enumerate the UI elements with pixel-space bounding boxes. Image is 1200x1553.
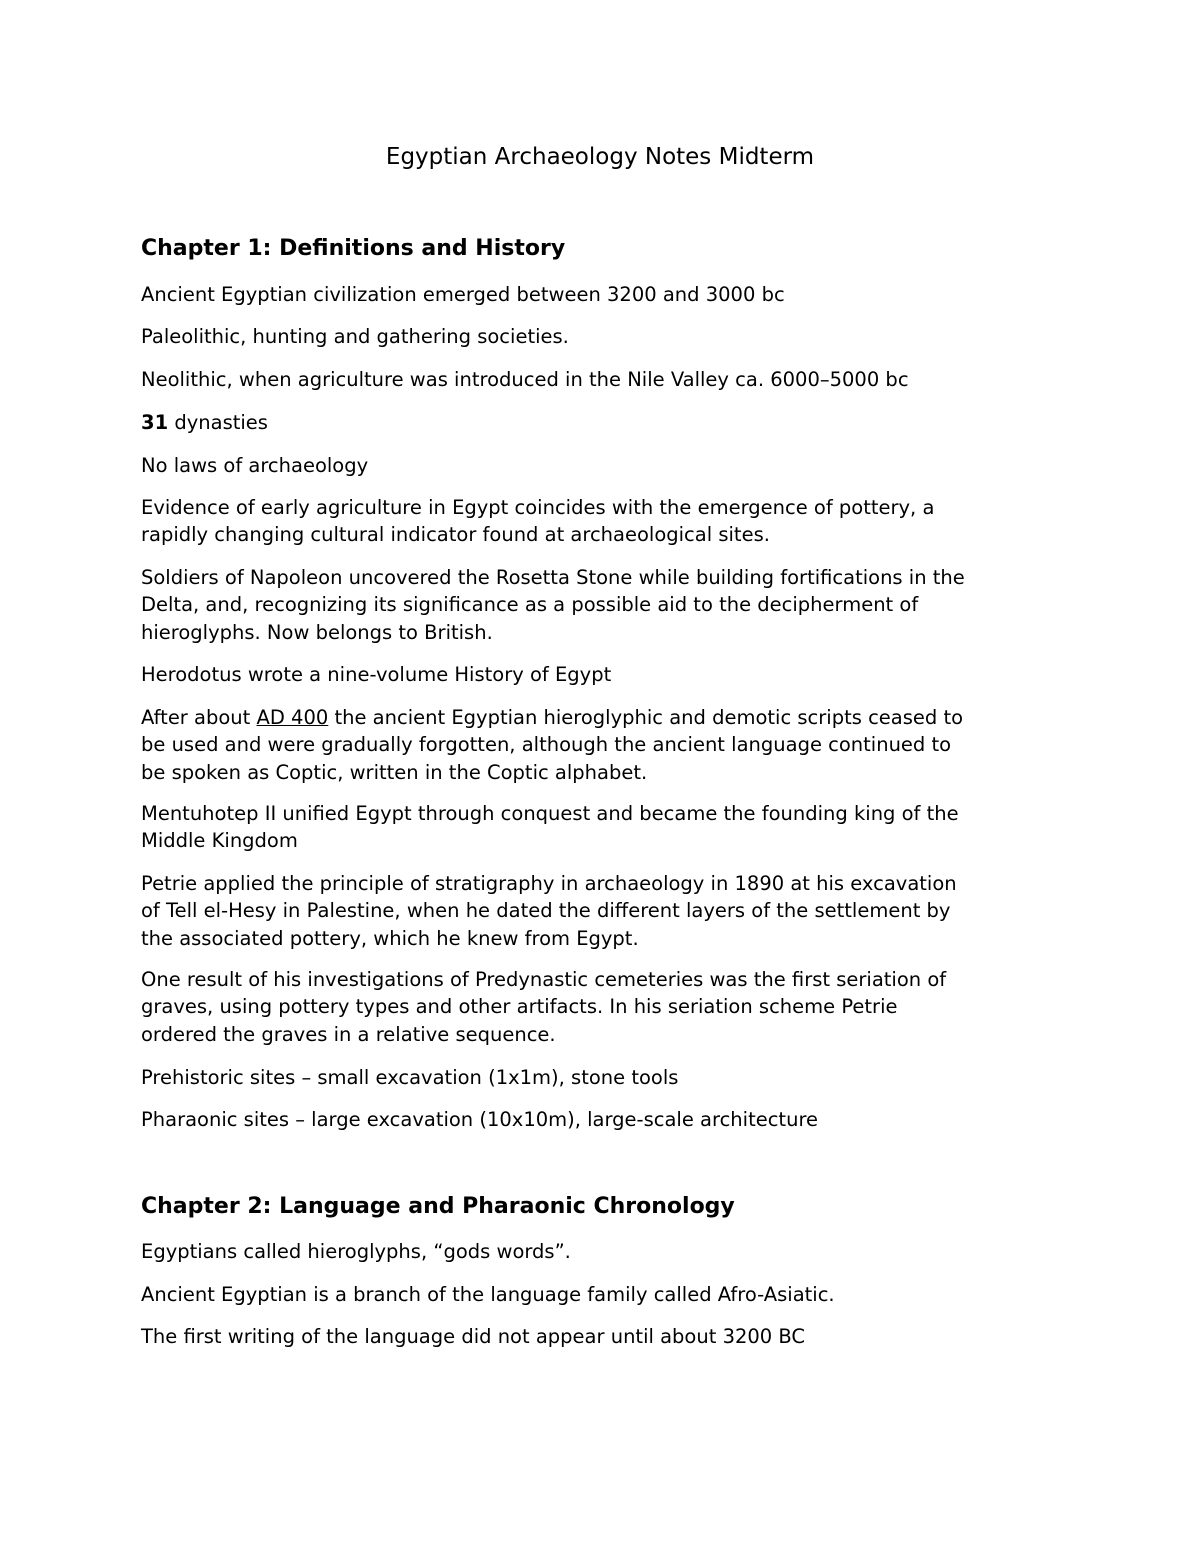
paragraph — [141, 704, 1071, 786]
text-span: the ancient Egyptian hieroglyphic and demotic scripts ceased to — [328, 706, 964, 729]
paragraph-line: Mentuhotep II unified Egypt through conquest and became the founding king of the — [141, 802, 959, 825]
paragraph — [141, 661, 1071, 688]
paragraph — [141, 366, 1071, 393]
paragraph-line: Petrie applied the principle of stratigraphy in archaeology in 1890 at his excavation — [141, 872, 957, 895]
paragraph — [141, 323, 1071, 350]
paragraph-line: Ancient Egyptian is a branch of the language family called Afro-Asiatic. — [141, 1283, 835, 1306]
paragraph-line: Ancient Egyptian civilization emerged between 3200 and 3000 bc — [141, 283, 785, 306]
paragraph-line: Herodotus wrote a nine-volume History of Egypt — [141, 663, 612, 686]
paragraph-line: hieroglyphs. Now belongs to British. — [141, 620, 493, 644]
paragraph-line: No laws of archaeology — [141, 454, 369, 477]
paragraph-line: One result of his investigations of Predynastic cemeteries was the first seriation of — [141, 968, 947, 991]
paragraph-line: Pharaonic sites – large excavation (10x10m), large-scale architecture — [141, 1108, 819, 1131]
paragraph-line: of Tell el-Hesy in Palestine, when he dated the different layers of the settlement by — [141, 899, 951, 923]
paragraph-line: Prehistoric sites – small excavation (1x1m), stone tools — [141, 1066, 679, 1089]
paragraph — [141, 1064, 1071, 1091]
ad-400-link[interactable]: AD 400 — [256, 706, 329, 729]
paragraph-line: Neolithic, when agriculture was introduced in the Nile Valley ca. 6000–5000 bc — [141, 368, 909, 391]
paragraph-line — [141, 409, 1071, 436]
paragraph — [141, 966, 1071, 1048]
paragraph — [141, 452, 1071, 479]
paragraph — [141, 1281, 1071, 1308]
paragraph-line: be used and were gradually forgotten, although the ancient language continued to — [141, 733, 952, 757]
paragraph-line: The first writing of the language did not appear until about 3200 BC — [141, 1325, 806, 1348]
paragraph — [141, 1323, 1071, 1350]
paragraph-line: graves, using pottery types and other artifacts. In his seriation scheme Petrie — [141, 995, 898, 1019]
chapter-2-heading: Chapter 2: Language and Pharaonic Chronology — [141, 1194, 735, 1219]
chapter-1-heading: Chapter 1: Definitions and History — [141, 236, 566, 261]
paragraph — [141, 281, 1071, 308]
paragraph-line: Paleolithic, hunting and gathering societies. — [141, 325, 569, 348]
paragraph — [141, 494, 1071, 549]
paragraph-line: Evidence of early agriculture in Egypt coincides with the emergence of pottery, a — [141, 496, 935, 519]
paragraph-line: Middle Kingdom — [141, 829, 298, 853]
paragraph — [141, 800, 1071, 855]
paragraph — [141, 1106, 1071, 1133]
paragraph-line: be spoken as Coptic, written in the Coptic alphabet. — [141, 760, 648, 784]
dynasty-count: 31 — [141, 411, 169, 434]
paragraph — [141, 409, 1071, 436]
paragraph-line: the associated pottery, which he knew from Egypt. — [141, 926, 639, 950]
paragraph — [141, 1238, 1071, 1265]
paragraph — [141, 870, 1071, 952]
paragraph-line: Delta, and, recognizing its significance as a possible aid to the decipherment of — [141, 593, 919, 617]
paragraph — [141, 564, 1071, 646]
paragraph-line: Egyptians called hieroglyphs, “gods words”. — [141, 1240, 571, 1263]
dynasty-text: dynasties — [168, 411, 268, 434]
document-title: Egyptian Archaeology Notes Midterm — [385, 144, 815, 170]
paragraph-line: Soldiers of Napoleon uncovered the Rosetta Stone while building fortifications in the — [141, 566, 965, 589]
paragraph-line — [141, 704, 1071, 731]
text-span: After about — [141, 706, 257, 729]
paragraph-line: ordered the graves in a relative sequence. — [141, 1022, 556, 1046]
paragraph-line: rapidly changing cultural indicator found at archaeological sites. — [141, 523, 770, 547]
